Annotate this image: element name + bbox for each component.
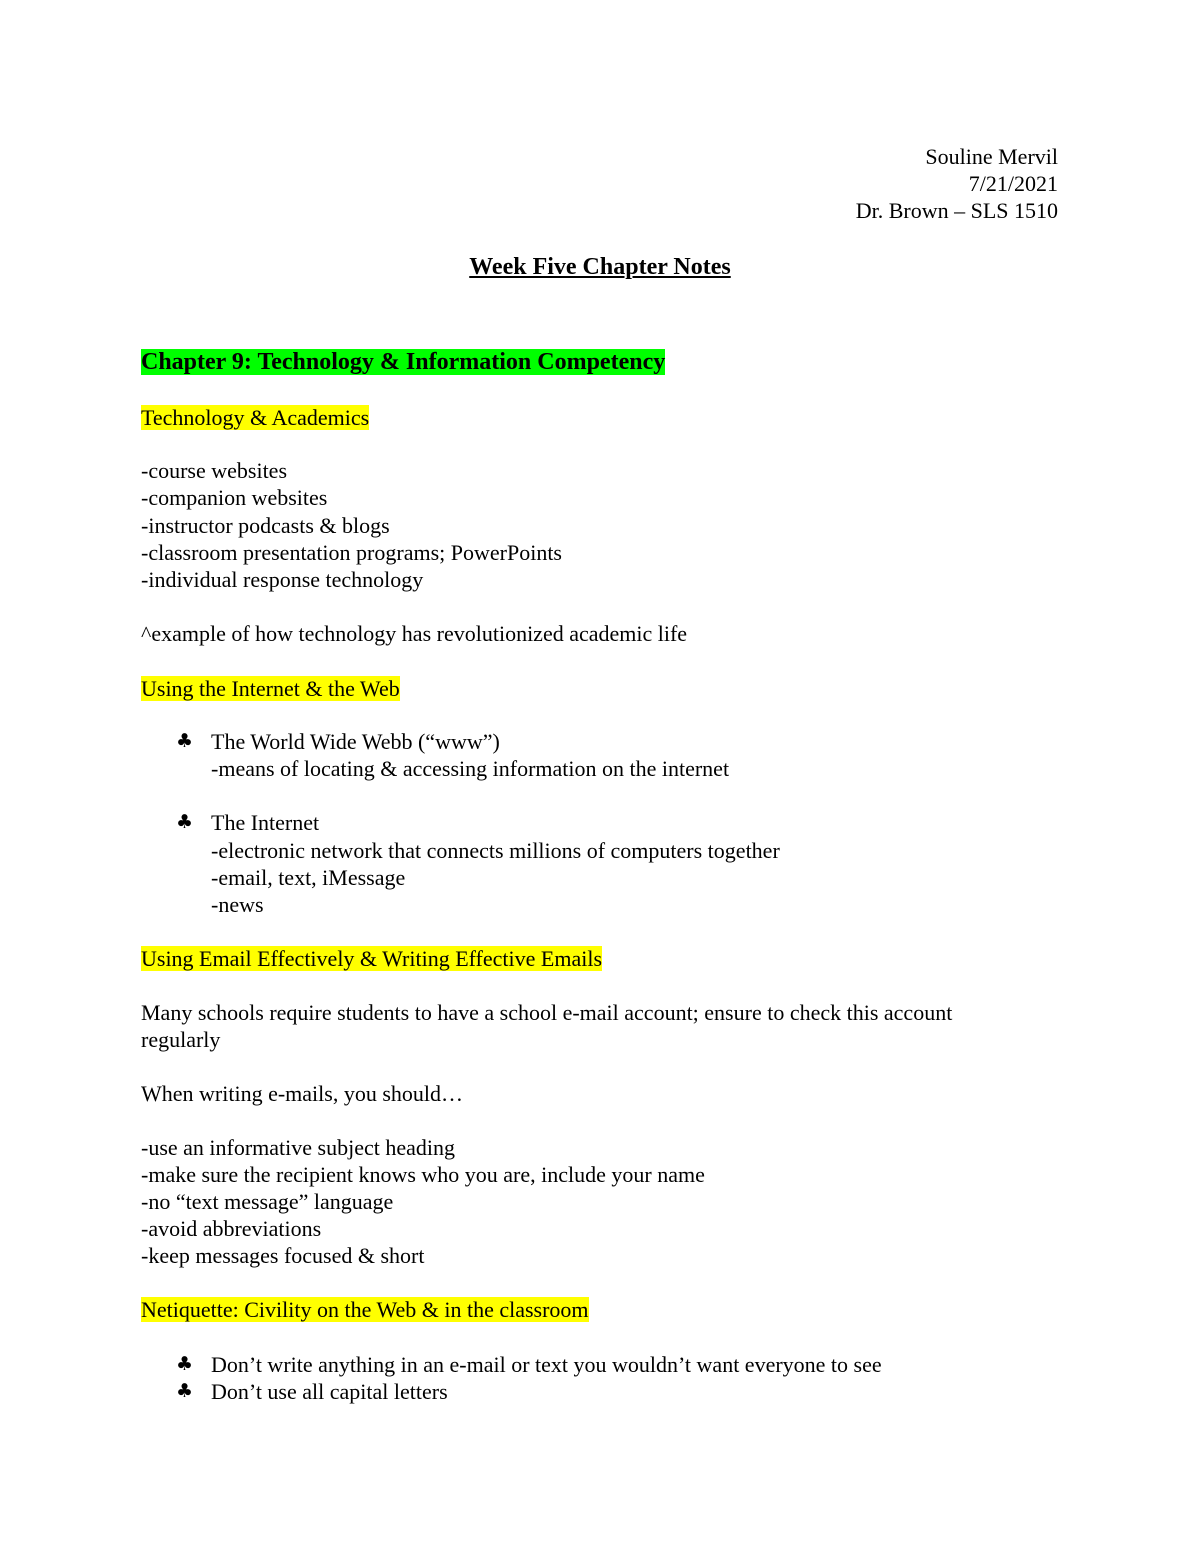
list-item: -course websites [141,458,288,483]
section-heading-tech-academics [141,404,369,431]
section-heading-text: Using the Internet & the Web [141,676,400,701]
bullet-detail: -electronic network that connects millions of computers together [211,838,780,863]
author-name: Souline Mervil [925,144,1058,169]
list-item: -make sure the recipient knows who you are, include your name [141,1162,705,1187]
club-icon: ♣ [176,811,194,833]
section-heading-netiquette [141,1296,589,1323]
section-heading-text: Using Email Effectively & Writing Effective Emails [141,946,603,971]
list-item: -avoid abbreviations [141,1216,322,1241]
list-item: -no “text message” language [141,1189,394,1214]
course-info: Dr. Brown – SLS 1510 [855,198,1058,223]
list-item: -classroom presentation programs; PowerPoints [141,540,562,565]
club-icon: ♣ [176,730,194,752]
section-heading-text: Netiquette: Civility on the Web & in the classroom [141,1297,589,1322]
note-text: ^example of how technology has revolutionized academic life [141,621,688,646]
bullet-detail: -means of locating & accessing information on the internet [211,756,730,781]
chapter-heading-text: Chapter 9: Technology & Information Competency [141,349,666,375]
list-item: -individual response technology [141,567,424,592]
section-heading-email [141,945,602,972]
page-title: Week Five Chapter Notes [469,254,731,280]
club-icon: ♣ [176,1380,194,1402]
section-heading-text: Technology & Academics [141,405,370,430]
list-item: -companion websites [141,485,328,510]
list-item: -keep messages focused & short [141,1243,425,1268]
paragraph-line: regularly [141,1027,221,1052]
bullet-detail: -email, text, iMessage [211,865,406,890]
bullet-detail: -news [211,892,264,917]
chapter-heading [141,345,665,379]
intro-text: When writing e-mails, you should… [141,1081,464,1106]
document-date: 7/21/2021 [968,171,1058,196]
bullet-label: Don’t use all capital letters [211,1379,448,1404]
list-item: -instructor podcasts & blogs [141,513,390,538]
club-icon: ♣ [176,1353,194,1375]
bullet-label: Don’t write anything in an e-mail or text you wouldn’t want everyone to see [211,1352,882,1377]
section-heading-internet-web [141,675,400,702]
bullet-label: The Internet [211,810,320,835]
paragraph-line: Many schools require students to have a school e-mail account; ensure to check this account [141,1000,953,1025]
bullet-label: The World Wide Webb (“www”) [211,729,500,754]
list-item: -use an informative subject heading [141,1135,456,1160]
